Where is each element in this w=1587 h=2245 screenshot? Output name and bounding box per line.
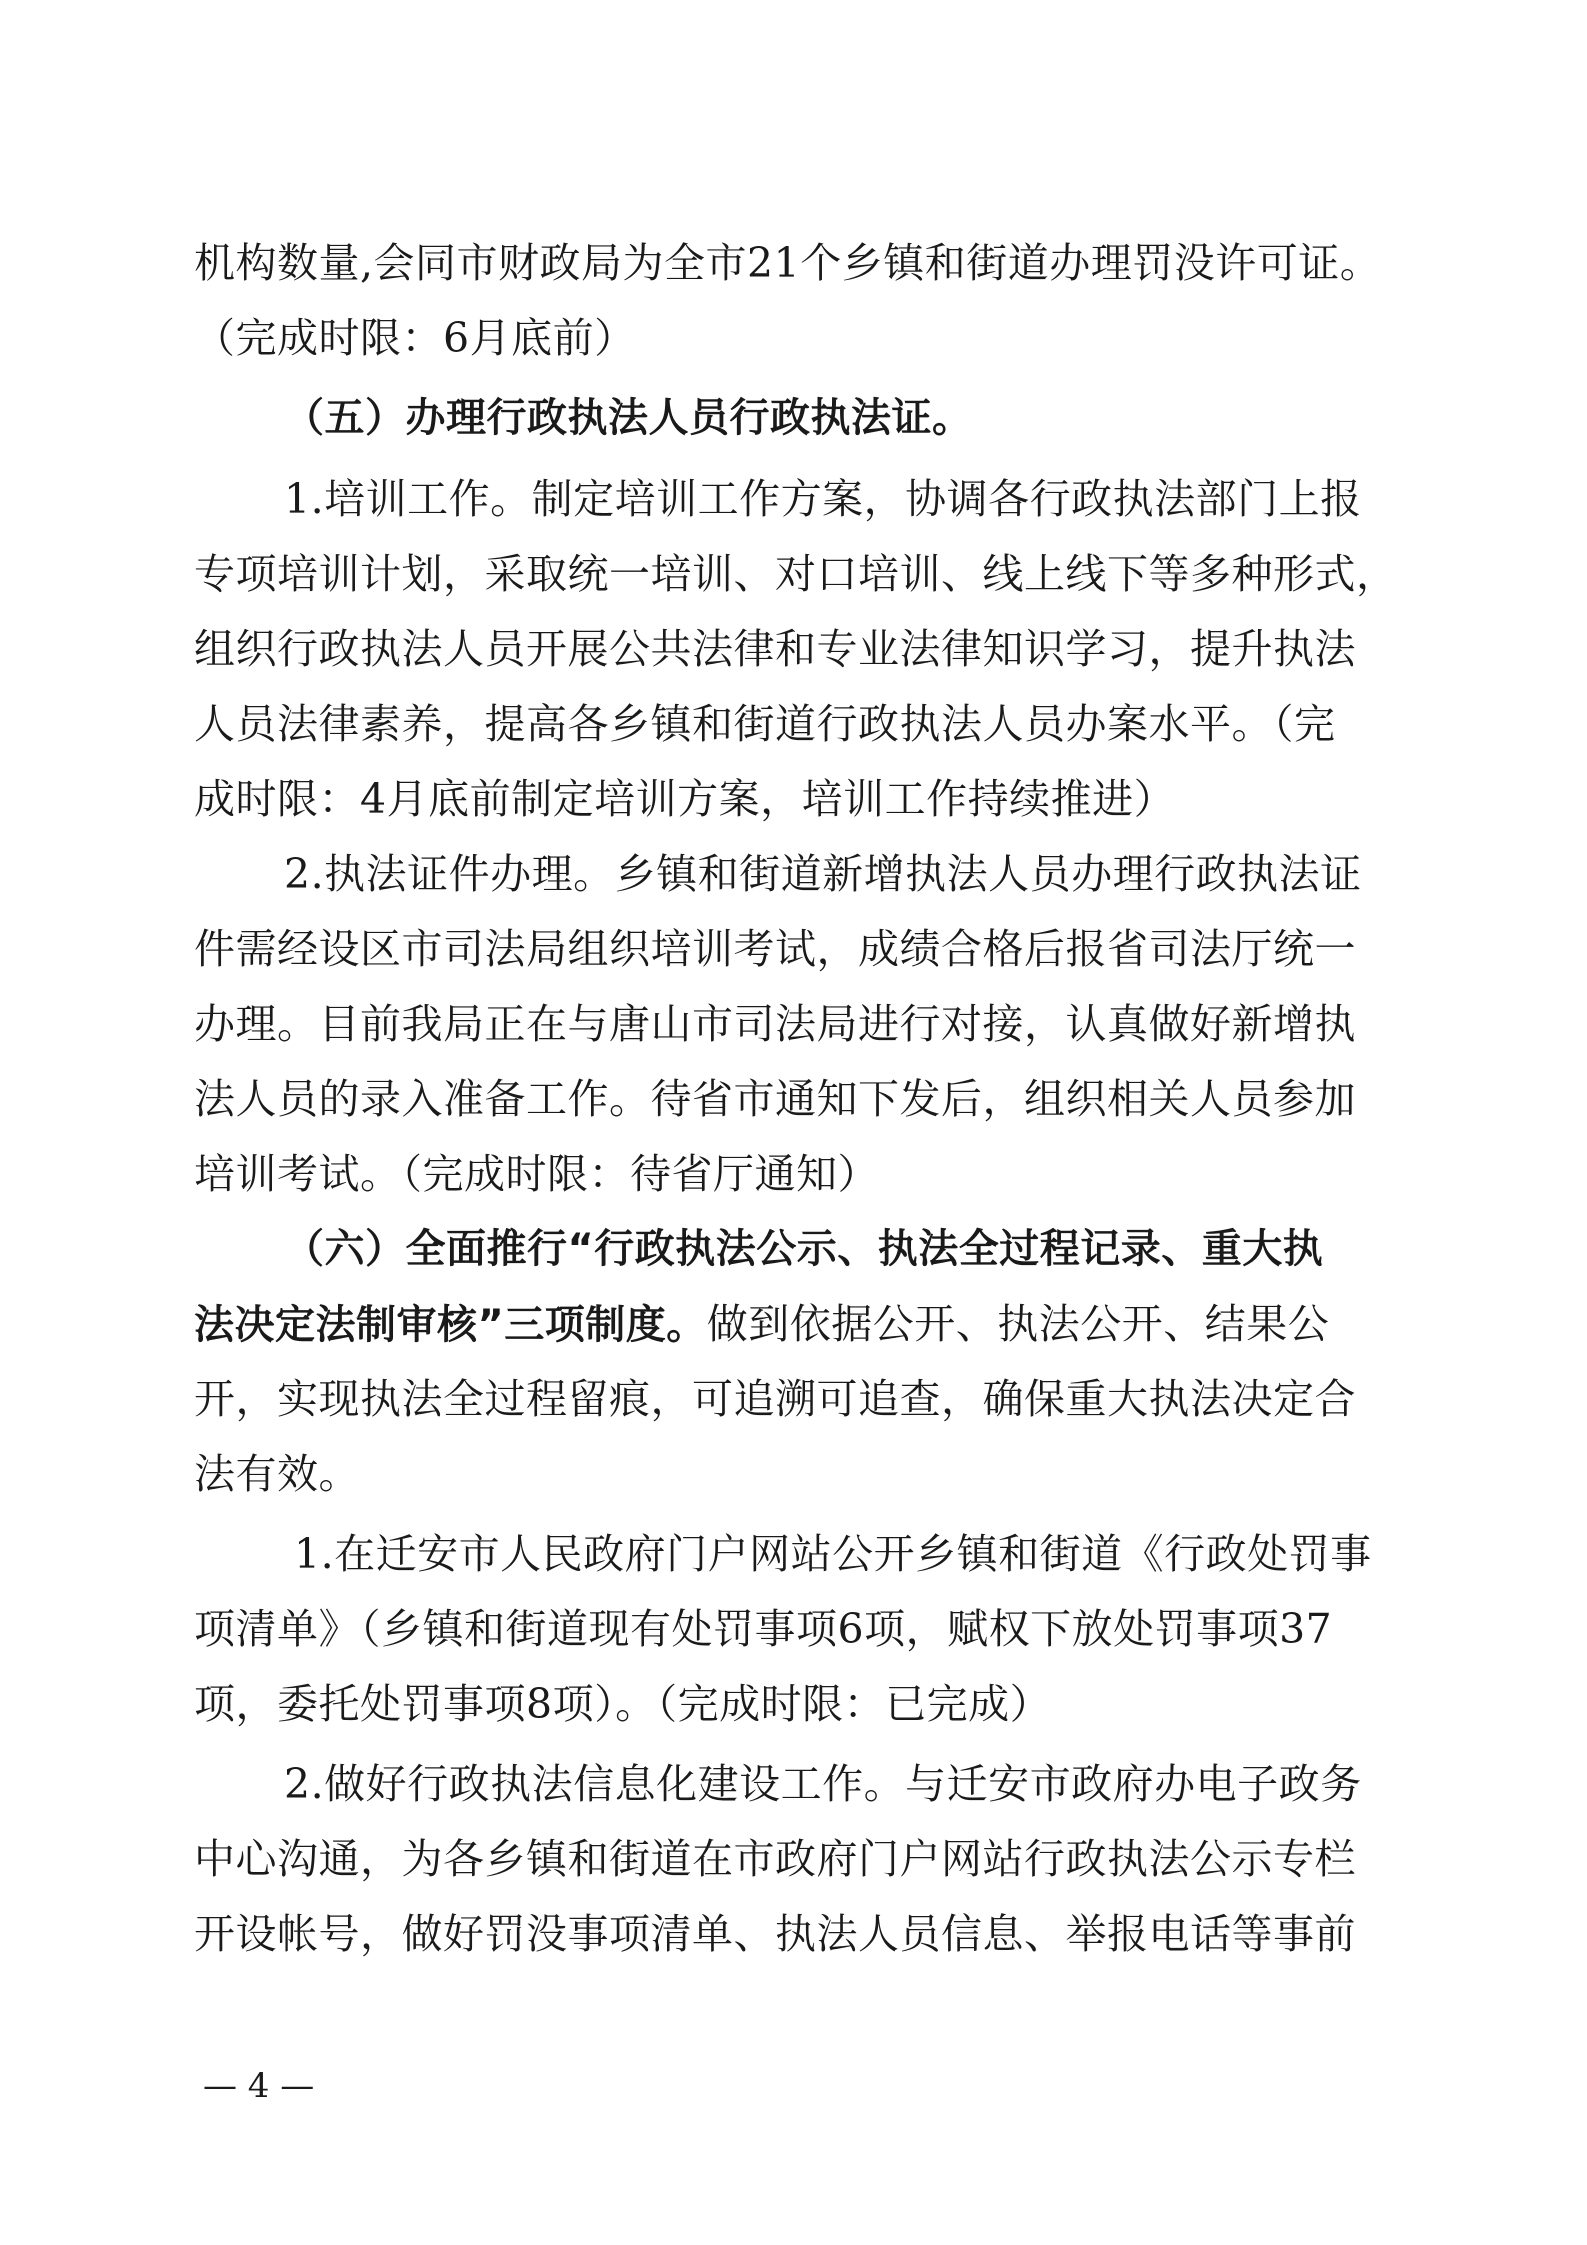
heading-regular-part: 做到依据公开、执法公开、结果公 [706, 1300, 1330, 1348]
page-number: — 4 — [203, 2066, 315, 2106]
text-line: 专项培训计划，采取统一培训、对口培训、线上线下等多种形式， [194, 550, 1398, 598]
text-line: 2.做好行政执法信息化建设工作。与迁安市政府办电子政务 [284, 1760, 1362, 1808]
section-heading: （五）办理行政执法人员行政执法证。 [284, 395, 973, 441]
text-line: 1.培训工作。制定培训工作方案，协调各行政执法部门上报 [284, 475, 1362, 523]
section-heading-continued [194, 1298, 1329, 1350]
text-line: 2.执法证件办理。乡镇和街道新增执法人员办理行政执法证 [284, 850, 1362, 898]
text-line: 组织行政执法人员开展公共法律和专业法律知识学习，提升执法 [194, 625, 1356, 673]
text-line: 1.在迁安市人民政府门户网站公开乡镇和街道《行政处罚事 [294, 1530, 1372, 1578]
text-line: 机构数量,会同市财政局为全市21个乡镇和街道办理罚没许可证。 [194, 239, 1382, 287]
text-line: 法有效。 [194, 1450, 360, 1498]
text-line: 培训考试。（完成时限：待省厅通知） [194, 1150, 879, 1198]
text-line: 件需经设区市司法局组织培训考试，成绩合格后报省司法厅统一 [194, 925, 1356, 973]
text-line: 中心沟通，为各乡镇和街道在市政府门户网站行政执法公示专栏 [194, 1835, 1356, 1883]
text-line: 项，委托处罚事项8项）。（完成时限：已完成） [194, 1680, 1052, 1728]
section-heading: （六）全面推行“行政执法公示、执法全过程记录、重大执 [284, 1226, 1324, 1272]
text-line: （完成时限：6月底前） [194, 314, 636, 362]
text-line: 项清单》（乡镇和街道现有处罚事项6项，赋权下放处罚事项37 [194, 1605, 1333, 1653]
text-line: 人员法律素养，提高各乡镇和街道行政执法人员办案水平。（完 [194, 700, 1336, 748]
text-line: 开，实现执法全过程留痕，可追溯可追查，确保重大执法决定合 [194, 1375, 1356, 1423]
text-line: 办理。目前我局正在与唐山市司法局进行对接，认真做好新增执 [194, 1000, 1356, 1048]
text-line: 成时限：4月底前制定培训方案，培训工作持续推进） [194, 775, 1176, 823]
heading-bold-part: 法决定法制审核”三项制度。 [194, 1302, 707, 1348]
text-line: 开设帐号，做好罚没事项清单、执法人员信息、举报电话等事前 [194, 1910, 1356, 1958]
text-line: 法人员的录入准备工作。待省市通知下发后，组织相关人员参加 [194, 1075, 1356, 1123]
